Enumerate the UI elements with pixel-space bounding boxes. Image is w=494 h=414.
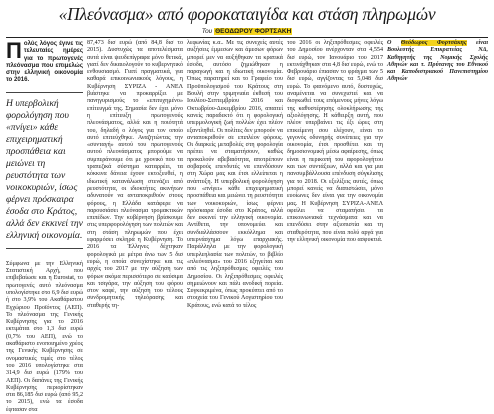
- column-1: [6, 40, 83, 414]
- column-5-text: [387, 40, 488, 84]
- byline: [0, 28, 494, 35]
- byline-author: ΘΕΟΔΩΡΟΥ ΦΟΡΤΣΑΚΗ: [215, 28, 292, 35]
- pull-quote: Η υπερβολική φορολόγηση που «πνίγει» κάθε επιχειρηματική προσπάθεια και μειώνει τη ρευστότητα των νοικοκυριών, ίσως φέρνει πρόσκαιρα έσοδα στο Κράτος, αλλά δεν εκκινεί την ελληνική οικονομία.: [6, 97, 83, 241]
- column-3-text: λεφωνίας κ.α.. Με τις συνεχείς αυτές αυξήσεις έμμεσων και άμεσων φόρων μπορεί μεν να αυξήθηκαν τα κρατικά έσοδα, αυτόσο ζημιώθηκαν η παραγωγή και η ιδιωτική οικονομία. Όπως παρατηρεί και το Γραφείο του Προϋπολογισμού του Κράτους στη Βουλή στην τριμηνιαία έκθεσή του Ιουλίου-Σεπτεμβρίου 2016 και Οκτωβρίου-Δεκεμβρίου 2016, απαιτεί κανείς παραδεκτό ότι η φορολογική υπερμολογική ζωή πολλών έχει πλέον εξαντληθεί. Οι πολίτες δεν μπορούν να ανταποκριθούν σε επιπλέον φόρους. Οι διαρκείς μεταβολές στη φορολογία πρέπει να σταματήσουν, καθώς προκαλούν αβεβαιότητα, αποτρέπουν σοβαρούς επενδυτές να επενδύσουν στη Χώρα μας και έτσι ελλείπεται η ανάπτυξη. Η υπερβολική φορολόγηση που «πνίγει» κάθε επιχειρηματική προσπάθεια και μειώνει τη ρευστότητα των νοικοκυριών, ίσως φέρνει πρόσκαιρα έσοδα στο Κράτος, αλλά δεν εκκινεί την ελληνική οικονομία. Αντίθετα, την υπονομεύει και συνδιαλλάσσουν εκκόλλημα και υπερνάσχημα λόγω επαρχιακής. Παράλληλα με την φορολογική υπερλεηλασία των πολιτών, το βιβλίο «πλεόνασμα» του 2016 εξηγείται και από τις ληξιπρόθεσμες οφειλές του Δημοσίου. Οι ληξιπρόθεσμες οφειλές σημειώνουν και πάλι ανοδική πορεία. Συγκεκριμένα, όπως προκύπτει από το στοιχεία του Γενικού Λογιστηρίου του Κράτους, ενώ κατά το τέλος: [187, 40, 283, 309]
- article-headline: «Πλεόνασμα» από φοροκαταιγίδα και στάση πληρωμών: [58, 4, 436, 24]
- column-3: [187, 40, 283, 310]
- drop-cap: Π: [6, 38, 22, 63]
- lead-paragraph: [6, 40, 83, 84]
- signature-name: Θεόδωρος Φορτσάκης: [400, 40, 467, 46]
- column-4-text: του 2016 οι ληξιπρόθεσμες οφειλές του Δημοσίου ανέρχονταν στα 4,554 δισ ευρώ, τον Ιανουάριο του 2017 εκτινάχθηκαν στα 4,8 δισ ευρώ, ενώ το Φεβρουάριο έπιασαν το φράγμα των 5 δισ ευρώ, αγγίζοντας τα 5,048 δισ ευρώ. Το φαινόμενο αυτό, δυστυχώς, αναμένεται να συνεχιστεί και να διογκωθεί τους επόμενους μήνες λόγω της καθυστέρησης ολοκλήρωσης της αξιολόγησης. Η κάθειρξη αυτή, που πλέον υπερβαίνει τις έξι ώρες στη επικείμενη σου ελέχουν, είναι το γεγονός οδυνηρής συνέπειες για την οικονομία, έτσι προσθέτει και τη δημοσιονομική μέσω αφαίρεσης, όπως είναι η περικοπή του αφορολογήτου και των συντάξεων, αλλά και για μια πανσυμβάλλουσα επένδυση σύγκλισης για το 2018. Οι εξελίξεις αυτές, όπως μπορεί κανείς να διαπιστώσει, μόνο ευοίωνες δεν είναι για την οικονομία μας. Η Κυβέρνηση ΣΥΡΙΖΑ-ΑΝΕΛ οφείλει να σταματήσει τα επικοινωνιακά τεχνάσματα και να επενδύσει στην αξιοπιστία και τη σταθερότητα, που είναι πολύ αργά για την ελληνική οικονομία που ασφυκτιά.: [287, 40, 383, 244]
- byline-prefix: Του: [201, 28, 213, 35]
- column-2: [87, 40, 183, 310]
- signature-text: είναι Βουλευτής Επικρατείας ΝΔ, Καθηγητής της Νομικής Σχολής Αθηνών και τ. Πρύτανης του Εθνικού και Καποδιστριακού Πανεπιστημίου Αθηνών: [387, 40, 489, 83]
- pull-quote-box: [6, 92, 83, 249]
- author-signature: [387, 40, 488, 84]
- column-1-body: Σύμφωνα με την Ελληνική Στατιστική Αρχή, που επιβεβαίωσε και η Eurostat, το πρωτογενές αυτό πλεόνασμα υπολογίστηκε στο 6,9 δισ ευρώ ή στο 3,9% του Ακαθάριστου Εγχώριου Προϊόντος (ΑΕΠ). Το πλεόνασμα της Γενικής Κυβέρνησης για το 2016 εκτιμάται στο 1,3 δισ ευρώ (0,7% του ΑΕΠ), ενώ το ακαθάριστο ενοποιημένο χρέος της Γενικής Κυβέρνησης σε ονομαστικές τιμές στο τέλος του 2016 υπολογίστηκε στα 314,9 δισ ευρώ (179% του ΑΕΠ). Οι δαπάνες της Γενικής Κυβέρνησης περιορίστηκαν στα 86,185 δισ ευρώ (από 95,2 το 2015), ενώ τα έσοδα έφτασαν στα: [6, 260, 83, 413]
- header-rule: [6, 37, 488, 38]
- column-4: [287, 40, 383, 244]
- signature-prefix: Ο: [387, 40, 392, 46]
- column-2-text: 87,473 δισ ευρώ (από 84,8 δισ το 2015). Δυστυχώς τα αποτελέσματα αυτά είναι ψευδεπίγραφα μόνο θετικά, γιατί δεν δικαιολογούν το κυβερνητικό ενθουσιασμό. Γιατί πραγματικά, για καθαρά επικοινωνιακούς λόγους, η Κυβέρνηση ΣΥΡΙΖΑ - ΑΝΕΛ βιάστηκε να προκαρρίξει με πανηγυρισμούς το «επιτυχημένο» επίτευγμά της. Σημασία δεν έχει μόνο η επίτευξη πρωτογενούς πλεονάσματος, αλλά και η ποιότητά του, δηλαδή ο λόγος για τον οποίο αυτό επιτεύχθηκε. Αναζητώντας την «συνταγή» αυτού του πρωτογενούς αυτού πλεονάσματος μπορούμε να συμπεράνουμε ότι με χρονικό που τα τραπεζικά σύστημα καταρρέει, τα κόκκινα δάνεια έχουν εκτοξευθεί, η ιδιωτική κατανάλωση στενάζει από ρευστότητα, οι ιδιοκτήτες ακινήτων αδυνατούν να ανταποκριθούν στους φόρους, η Ελλάδα κατάφερε να παρουσιάσει πλεόνασμα τρομακτικών επιπέδων. Την κυβέρνηση βρίσκουμε στις υπερφορολόγηση των πολιτών και στη στάση πληρωμών που έχει εφαρμόσει σκληρά η Κυβέρνηση. Το 2016 τα Έλληνες δέχτηκαν φορολογικά με μέτρα άνω των 5 δισ ευρώ, η οποία συνεχίστηκε και τις αρχές του 2017 με την αύξηση των φόρων ακόμα περισσότερο σε καύσιμα και τσιγάρα, την αύξηση του φόρου στον καφέ, την αύξηση του τέλους συνδρομητικής τηλεόρασης και σταθερής τη-: [87, 40, 183, 309]
- column-5: [387, 40, 488, 84]
- lead-text: ολύς λόγος έγινε τις τελευταίες ημέρες για το πρωτογενές πλεόνασμα που επιμελώς στην ελληνική οικονομία το 2016.: [6, 40, 83, 84]
